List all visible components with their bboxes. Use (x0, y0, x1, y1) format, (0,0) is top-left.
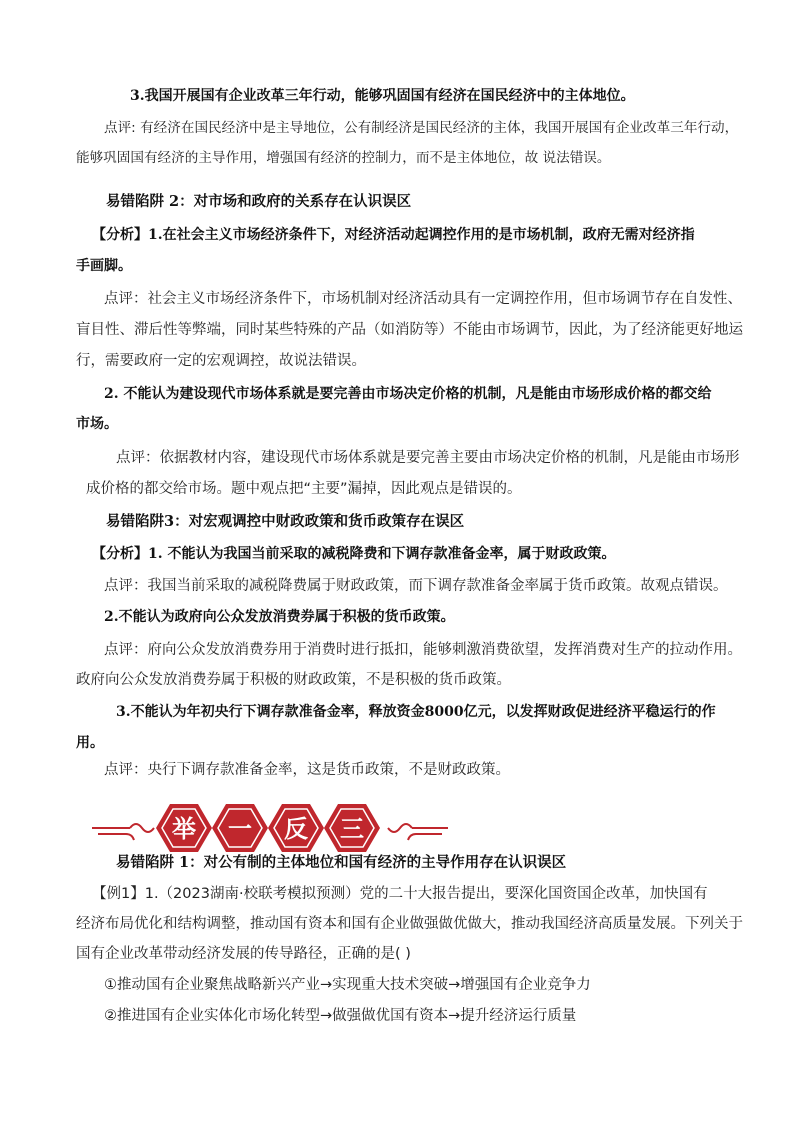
trap-3-item-2: 2.不能认为政府向公众发放消费券属于积极的货币政策。 (104, 609, 455, 625)
trap-3-analysis: 【分析】1. 不能认为我国当前采取的减税降费和下调存款准备金率，属于财政政策。 (92, 546, 616, 562)
comment-line: 点评: 有经济在国民经济中是主导地位，公有制经济是国民经济的主体，我国开展国有企业改革三年行动， (104, 120, 739, 136)
question-3: 3.我国开展国有企业改革三年行动，能够巩固国有经济在国民经济中的主体地位。 (130, 88, 635, 104)
comment-line: 点评：央行下调存款准备金率，这是货币政策，不是财政政策。 (104, 762, 510, 778)
trap-2-title: 易错陷阱 2：对市场和政府的关系存在认识误区 (106, 193, 412, 210)
comment-line: 点评：社会主义市场经济条件下，市场机制对经济活动具有一定调控作用，但市场调节存在自发性、 (104, 291, 742, 307)
comment-line: 能够巩固国有经济的主导作用，增强国有经济的控制力，而不是主体地位，故 说法错误。 (76, 150, 611, 166)
banner-hexagon-1 (156, 804, 212, 852)
banner-right-ornament (388, 824, 448, 840)
trap-3-item-3-cont: 用。 (76, 735, 104, 751)
comment-line: 成价格的都交给市场。题中观点把“主要”漏掉，因此观点是错误的。 (86, 481, 522, 497)
banner-hexagon-3 (268, 804, 324, 852)
comment-line: 政府向公众发放消费券属于积极的财政政策，不是积极的货币政策。 (76, 672, 511, 688)
banner-char: 三 (340, 815, 364, 843)
trap-3-title: 易错陷阱3：对宏观调控中财政政策和货币政策存在误区 (106, 513, 465, 530)
banner-char: 一 (228, 815, 252, 843)
banner-char: 举 (172, 815, 196, 843)
example-option-1: ①推动国有企业聚焦战略新兴产业→实现重大技术突破→增强国有企业竞争力 (104, 977, 591, 993)
banner-hexagon-2 (212, 804, 268, 852)
trap-2-item-2-cont: 市场。 (76, 416, 118, 432)
comment-line: 行，需要政府一定的宏观调控，故说法错误。 (76, 353, 366, 369)
banner-hexagon-4 (324, 804, 380, 852)
example-option-2: ②推进国有企业实体化市场化转型→做强做优国有资本→提升经济运行质量 (104, 1008, 577, 1024)
comment-line: 点评：府向公众发放消费券用于消费时进行抵扣，能够刺激消费欲望，发挥消费对生产的拉动作用。 (104, 642, 742, 658)
example-question-cont: 经济布局优化和结构调整，推动国有资本和国有企业做强做优做大，推动我国经济高质量发展。下列关于 (76, 916, 743, 932)
banner-left-ornament (92, 824, 154, 840)
comment-line: 盲目性、滞后性等弊端，同时某些特殊的产品（如消防等）不能由市场调节，因此，为了经济能更好地运 (76, 322, 743, 338)
example-question: 【例1】1.（2023湖南·校联考模拟预测）党的二十大报告提出，要深化国资国企改革，加快国有 (92, 886, 708, 902)
example-question-cont: 国有企业改革带动经济发展的传导路径，正确的是( ) (76, 946, 411, 962)
trap-2-analysis: 【分析】1.在社会主义市场经济条件下，对经济活动起调控作用的是市场机制，政府无需对经济指 (92, 227, 695, 243)
trap-2-item-2: 2. 不能认为建设现代市场体系就是要完善由市场决定价格的机制，凡是能由市场形成价格的都交给 (104, 386, 712, 402)
banner-char: 反 (284, 815, 308, 843)
comment-line: 点评：我国当前采取的减税降费属于财政政策，而下调存款准备金率属于货币政策。故观点错误。 (104, 578, 728, 594)
trap-2-analysis-cont: 手画脚。 (76, 258, 132, 274)
example-trap-title: 易错陷阱 1：对公有制的主体地位和国有经济的主导作用存在认识误区 (116, 854, 567, 871)
comment-line: 点评：依据教材内容，建设现代市场体系就是要完善主要由市场决定价格的机制，凡是能由市场形 (116, 450, 740, 466)
trap-3-item-3: 3.不能认为年初央行下调存款准备金率，释放资金8000亿元，以发挥财政促进经济平稳运行的作 (116, 704, 716, 720)
